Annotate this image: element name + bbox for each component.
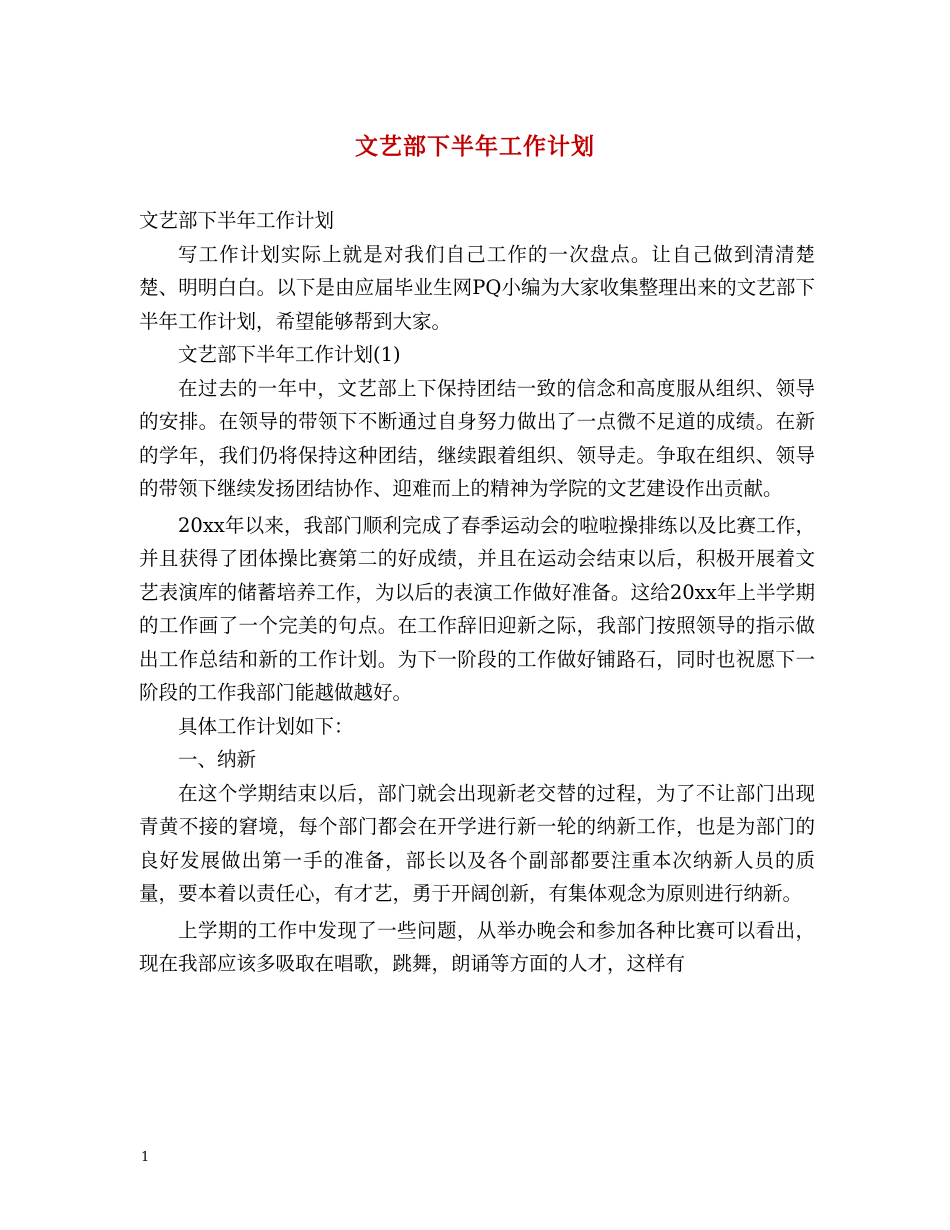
- document-title: 文艺部下半年工作计划: [355, 133, 595, 160]
- paragraph-recruit: 在这个学期结束以后，部门就会出现新老交替的过程，为了不让部门出现青黄不接的窘境，每个部门都会在开学进行新一轮的纳新工作，也是为部门的良好发展做出第一手的准备，部长以及各个副部都要注重本次纳新人员的质量，要本着以责任心，有才艺，勇于开阔创新，有集体观念为原则进行纳新。: [139, 781, 815, 905]
- paragraph-section-title: 文艺部下半年工作计划(1): [178, 343, 401, 366]
- paragraph-issues: 上学期的工作中发现了一些问题，从举办晚会和参加各种比赛可以看出，现在我部应该多吸取在唱歌，跳舞，朗诵等方面的人才，这样有: [139, 918, 815, 975]
- paragraph-review: 在过去的一年中，文艺部上下保持团结一致的信念和高度服从组织、领导的安排。在领导的带领下不断通过自身努力做出了一点微不足道的成绩。在新的学年，我们仍将保持这种团结，继续跟着组织、领导走。争取在组织、领导的带领下继续发扬团结协作、迎难而上的精神为学院的文艺建设作出贡献。: [139, 376, 815, 500]
- document-body: [139, 204, 815, 981]
- paragraph-plan-intro: 具体工作计划如下：: [178, 714, 354, 738]
- paragraph-subheading-recruit: 一、纳新: [178, 748, 257, 771]
- paragraph-achievements: 20xx年以来，我部门顺利完成了春季运动会的啦啦操排练以及比赛工作，并且获得了团体操比赛第二的好成绩，并且在运动会结束以后，积极开展着文艺表演库的储蓄培养工作，为以后的表演工作做好准备。这给20xx年上半学期的工作画了一个完美的句点。在工作辞旧迎新之际，我部门按照领导的指示做出工作总结和新的工作计划。为下一阶段的工作做好铺路石，同时也祝愿下一阶段的工作我部门能越做越好。: [139, 513, 815, 704]
- paragraph-heading: 文艺部下半年工作计划: [139, 209, 335, 232]
- paragraph-intro: 写工作计划实际上就是对我们自己工作的一次盘点。让自己做到清清楚楚、明明白白。以下是由应届毕业生网PQ小编为大家收集整理出来的文艺部下半年工作计划，希望能够帮到大家。: [139, 242, 815, 333]
- page-number: 1: [141, 1150, 150, 1165]
